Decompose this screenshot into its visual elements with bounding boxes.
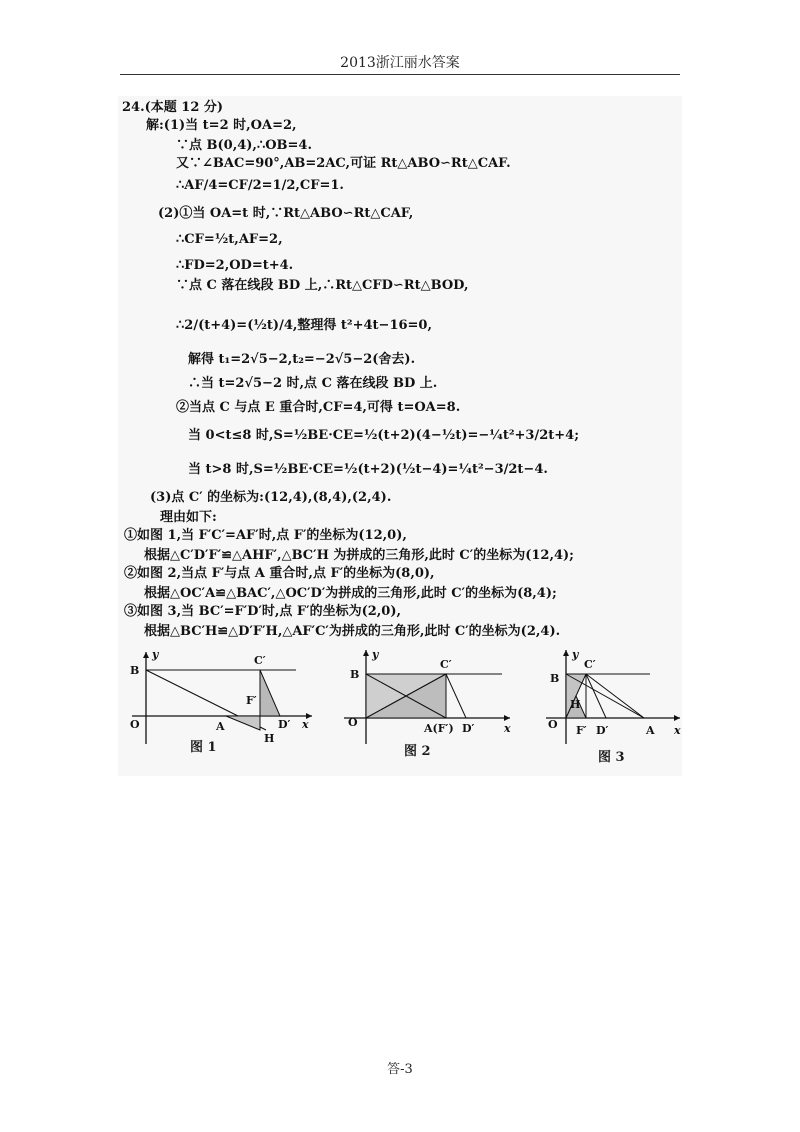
- page-number: 答-3: [387, 1062, 413, 1077]
- fig3-label-y: y: [572, 648, 579, 661]
- fig2-label-o: O: [348, 716, 358, 729]
- figure-3: [540, 646, 682, 746]
- fig2-label-c: C′: [440, 658, 452, 671]
- fig2-label-y: y: [372, 648, 379, 661]
- fig3-label-f: F′: [576, 724, 587, 737]
- solution-line-1: 解:(1)当 t=2 时,OA=2,: [146, 118, 297, 133]
- fig1-label-d: D′: [278, 718, 291, 731]
- solution-line-13: 当 0<t≤8 时,S=½BE·CE=½(t+2)(4−½t)=−¼t²+3/2t+4;: [188, 428, 579, 443]
- problem-heading: 24.(本题 12 分): [122, 100, 224, 115]
- solution-line-3: 又∵∠BAC=90°,AB=2AC,可证 Rt△ABO∽Rt△CAF.: [176, 156, 511, 171]
- fig2-label-b: B: [350, 668, 360, 681]
- figure-2-caption: 图 2: [404, 744, 431, 759]
- solution-line-11: ∴当 t=2√5−2 时,点 C 落在线段 BD 上.: [188, 376, 438, 391]
- fig1-label-a: A: [216, 720, 225, 733]
- fig1-label-x: x: [302, 718, 309, 731]
- fig3-label-b: B: [550, 672, 560, 685]
- solution-line-5: (2)①当 OA=t 时,∵Rt△ABO∽Rt△CAF,: [158, 206, 414, 221]
- solution-line-20: 根据△OC′A≌△BAC′,△OC′D′为拼成的三角形,此时 C′的坐标为(8,4);: [144, 586, 557, 601]
- solution-line-16: 理由如下:: [160, 510, 217, 525]
- fig2-label-af: A(F′): [424, 722, 454, 735]
- solution-line-10: 解得 t₁=2√5−2,t₂=−2√5−2(舍去).: [188, 352, 416, 367]
- fig1-label-y: y: [152, 648, 159, 661]
- solution-line-9: ∴2/(t+4)=(½t)/4,整理得 t²+4t−16=0,: [176, 318, 433, 333]
- solution-line-8: ∵点 C 落在线段 BD 上,∴Rt△CFD∽Rt△BOD,: [176, 278, 469, 293]
- solution-line-19: ②如图 2,当点 F′与点 A 重合时,点 F′的坐标为(8,0),: [124, 566, 435, 581]
- solution-line-6: ∴CF=½t,AF=2,: [176, 232, 283, 247]
- solution-line-12: ②当点 C 与点 E 重合时,CF=4,可得 t=OA=8.: [176, 400, 461, 415]
- fig1-label-h: H: [264, 732, 275, 745]
- solution-line-22: 根据△BC′H≌△D′F′H,△AF′C′为拼成的三角形,此时 C′的坐标为(2,4).: [144, 624, 561, 639]
- fig1-label-b: B: [130, 664, 140, 677]
- figure-2: [338, 646, 518, 746]
- fig3-label-c: C′: [584, 658, 596, 671]
- fig1-label-f: F′: [246, 694, 257, 707]
- solution-line-4: ∴AF/4=CF/2=1/2,CF=1.: [176, 178, 344, 193]
- fig3-label-h: H: [570, 698, 581, 711]
- fig2-label-x: x: [504, 722, 511, 735]
- figure-1: [120, 646, 320, 746]
- fig1-label-c: C′: [254, 654, 266, 667]
- figure-1-caption: 图 1: [190, 740, 217, 755]
- fig3-label-o: O: [548, 718, 558, 731]
- fig3-label-d: D′: [596, 724, 609, 737]
- solution-line-14: 当 t>8 时,S=½BE·CE=½(t+2)(½t−4)=¼t²−3/2t−4.: [188, 462, 548, 477]
- page-header: 2013浙江丽水答案: [340, 55, 460, 71]
- solution-line-2: ∵点 B(0,4),∴OB=4.: [176, 138, 313, 153]
- figure-3-caption: 图 3: [598, 750, 625, 765]
- fig3-label-x: x: [674, 724, 681, 737]
- solution-line-15: (3)点 C′ 的坐标为:(12,4),(8,4),(2,4).: [150, 490, 392, 505]
- solution-line-21: ③如图 3,当 BC′=F′D′时,点 F′的坐标为(2,0),: [124, 604, 402, 619]
- header-divider: [120, 74, 680, 75]
- fig2-label-d: D′: [462, 722, 475, 735]
- solution-line-18: 根据△C′D′F′≌△AHF′,△BC′H 为拼成的三角形,此时 C′的坐标为(12,4);: [144, 548, 574, 563]
- fig1-label-o: O: [130, 718, 140, 731]
- fig3-label-a: A: [646, 724, 655, 737]
- solution-line-17: ①如图 1,当 F′C′=AF′时,点 F′的坐标为(12,0),: [124, 528, 407, 543]
- solution-line-7: ∴FD=2,OD=t+4.: [176, 258, 294, 273]
